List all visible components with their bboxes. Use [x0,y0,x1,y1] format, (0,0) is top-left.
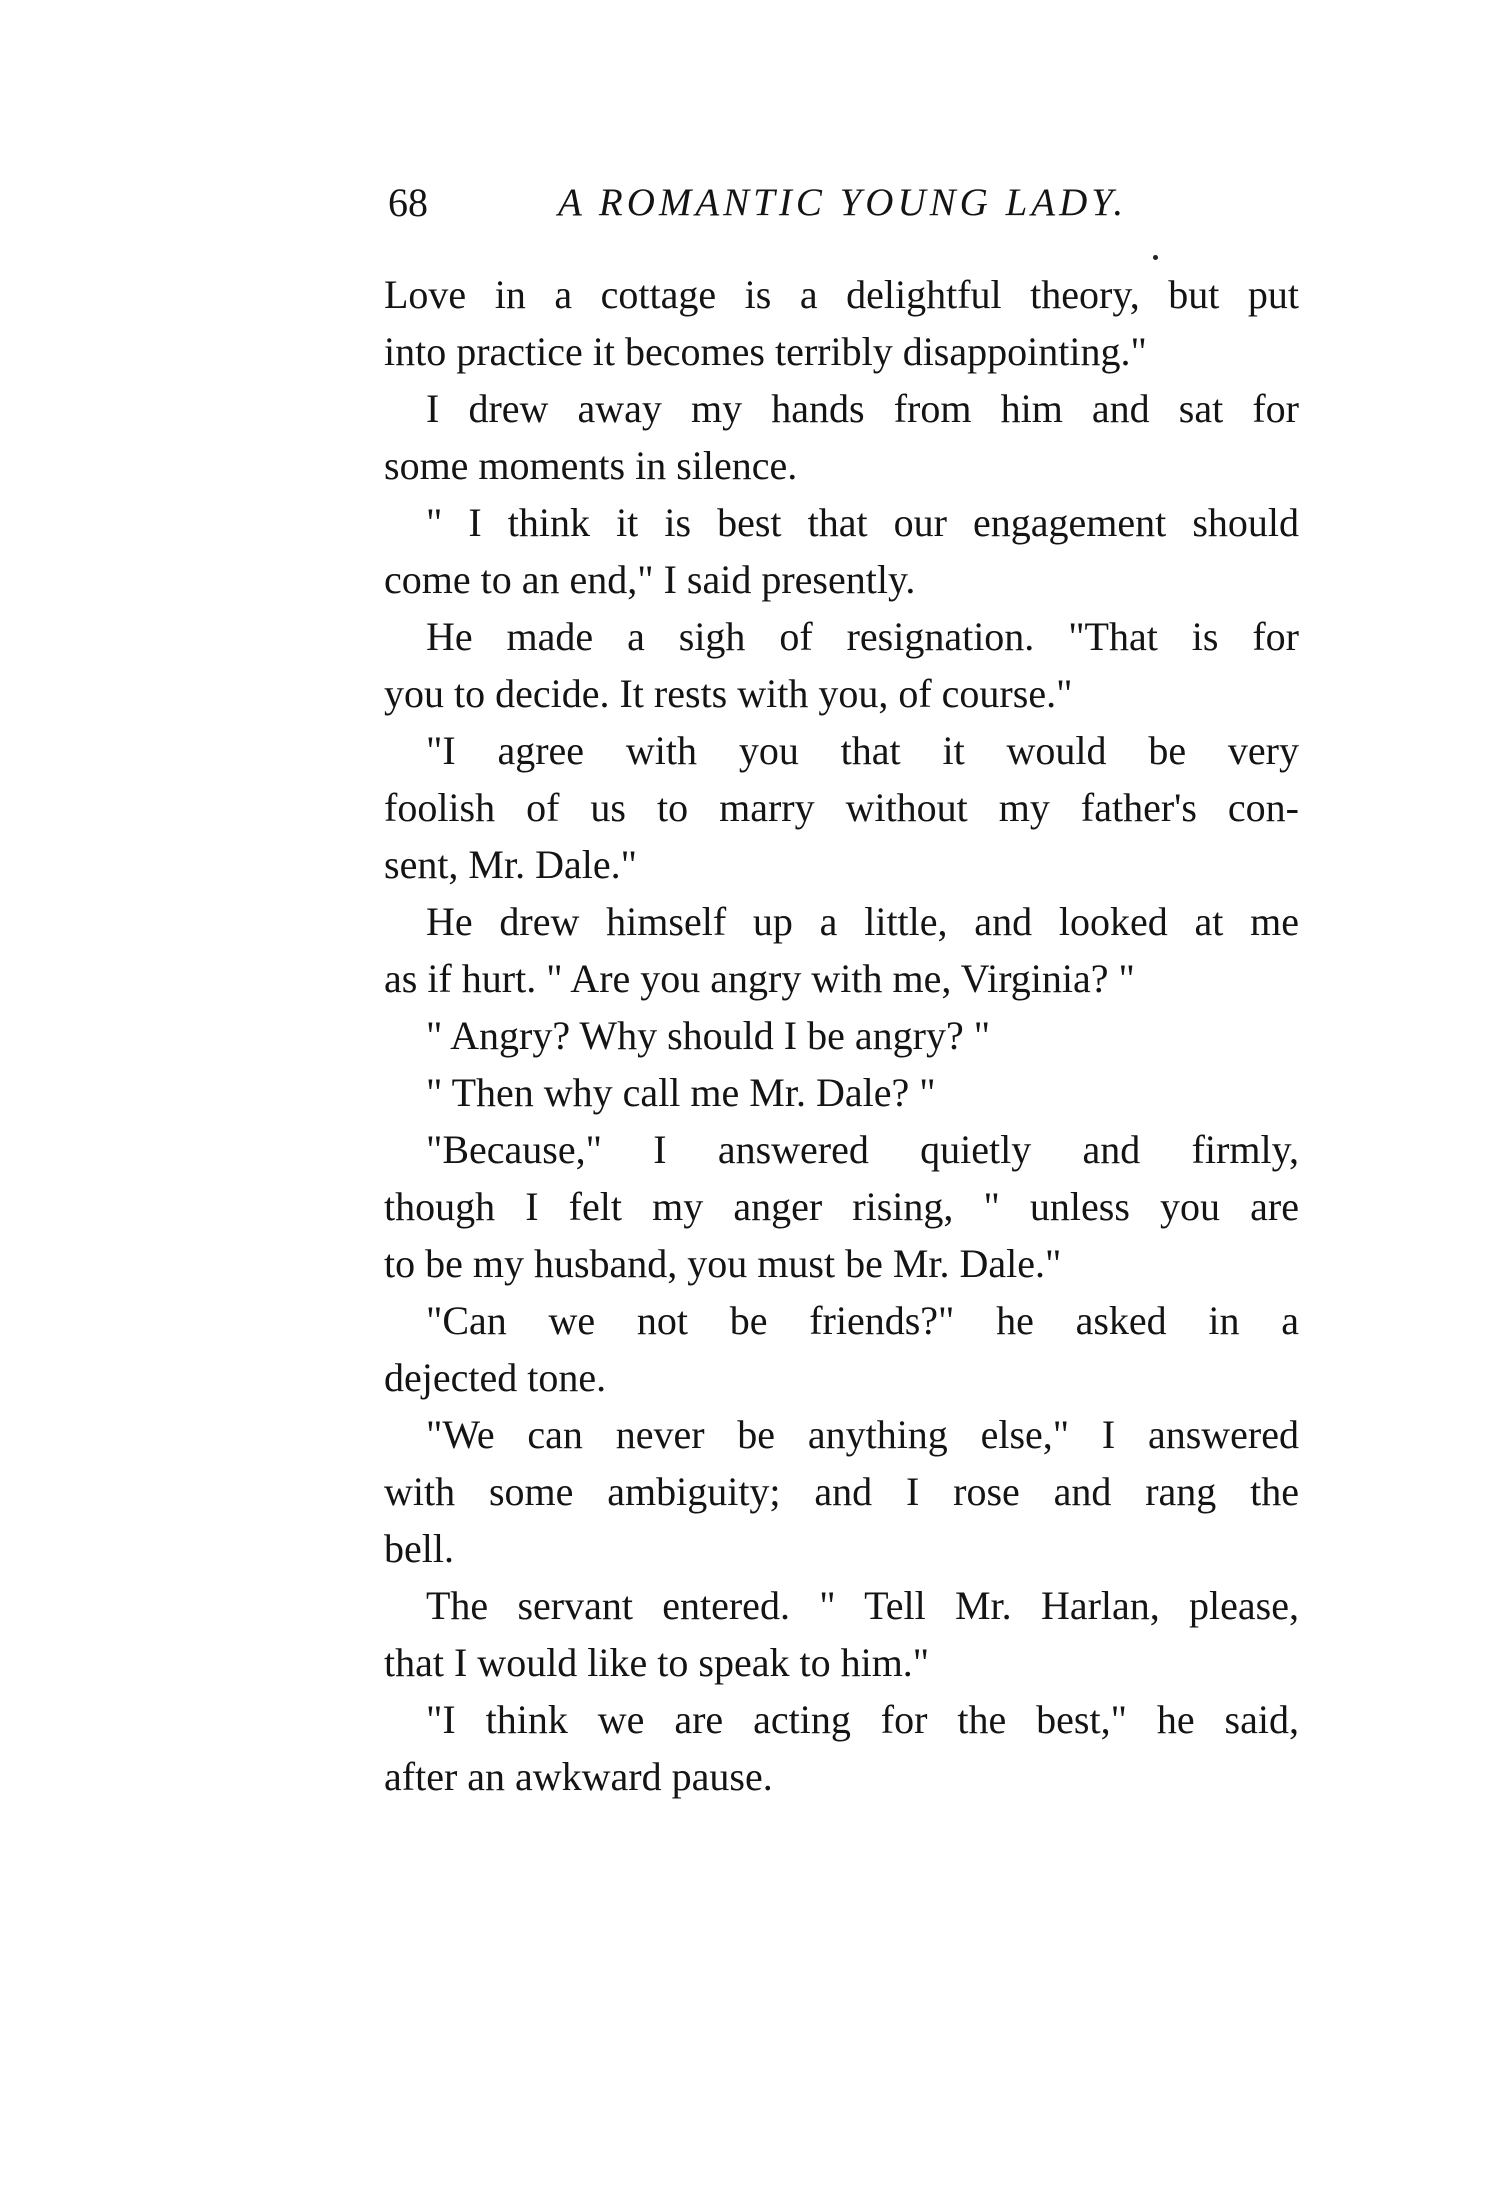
text-line: dejected tone. [384,1355,607,1400]
text-line: "We can never be anything else," I answered [426,1412,1299,1457]
text-line: " Angry? Why should I be angry? " [426,1013,991,1058]
text-line: you to decide. It rests with you, of course." [384,671,1073,716]
text-line: He made a sigh of resignation. "That is for [426,614,1299,659]
running-title: A ROMANTIC YOUNG LADY. [558,181,1128,224]
text-line: He drew himself up a little, and looked at me [426,899,1299,944]
text-line: to be my husband, you must be Mr. Dale." [384,1241,1062,1286]
text-line: sent, Mr. Dale." [384,842,637,887]
text-line: after an awkward pause. [384,1754,773,1799]
text-line: " Then why call me Mr. Dale? " [426,1070,936,1115]
running-header [388,168,1308,238]
text-line: "I agree with you that it would be very [426,728,1299,773]
text-line: I drew away my hands from him and sat for [426,386,1299,431]
text-line: as if hurt. " Are you angry with me, Virginia? " [384,956,1135,1001]
text-line: foolish of us to marry without my father's con- [384,785,1299,830]
text-line: into practice it becomes terribly disappointing." [384,329,1147,374]
text-line: The servant entered. " Tell Mr. Harlan, please, [426,1583,1299,1628]
text-line: bell. [384,1526,454,1571]
text-line: "I think we are acting for the best," he said, [426,1697,1299,1742]
text-line: that I would like to speak to him." [384,1640,930,1685]
text-line: come to an end," I said presently. [384,557,916,602]
text-line: "Because," I answered quietly and firmly, [426,1127,1299,1172]
body-text [384,266,1299,1805]
text-line: with some ambiguity; and I rose and rang the [384,1469,1299,1514]
ink-speck [1153,255,1158,260]
text-line: "Can we not be friends?" he asked in a [426,1298,1299,1343]
page-number: 68 [388,180,428,225]
text-line: though I felt my anger rising, " unless you are [384,1184,1299,1229]
text-line: Love in a cottage is a delightful theory, but put [384,272,1299,317]
text-line: some moments in silence. [384,443,798,488]
text-line: " I think it is best that our engagement should [426,500,1299,545]
